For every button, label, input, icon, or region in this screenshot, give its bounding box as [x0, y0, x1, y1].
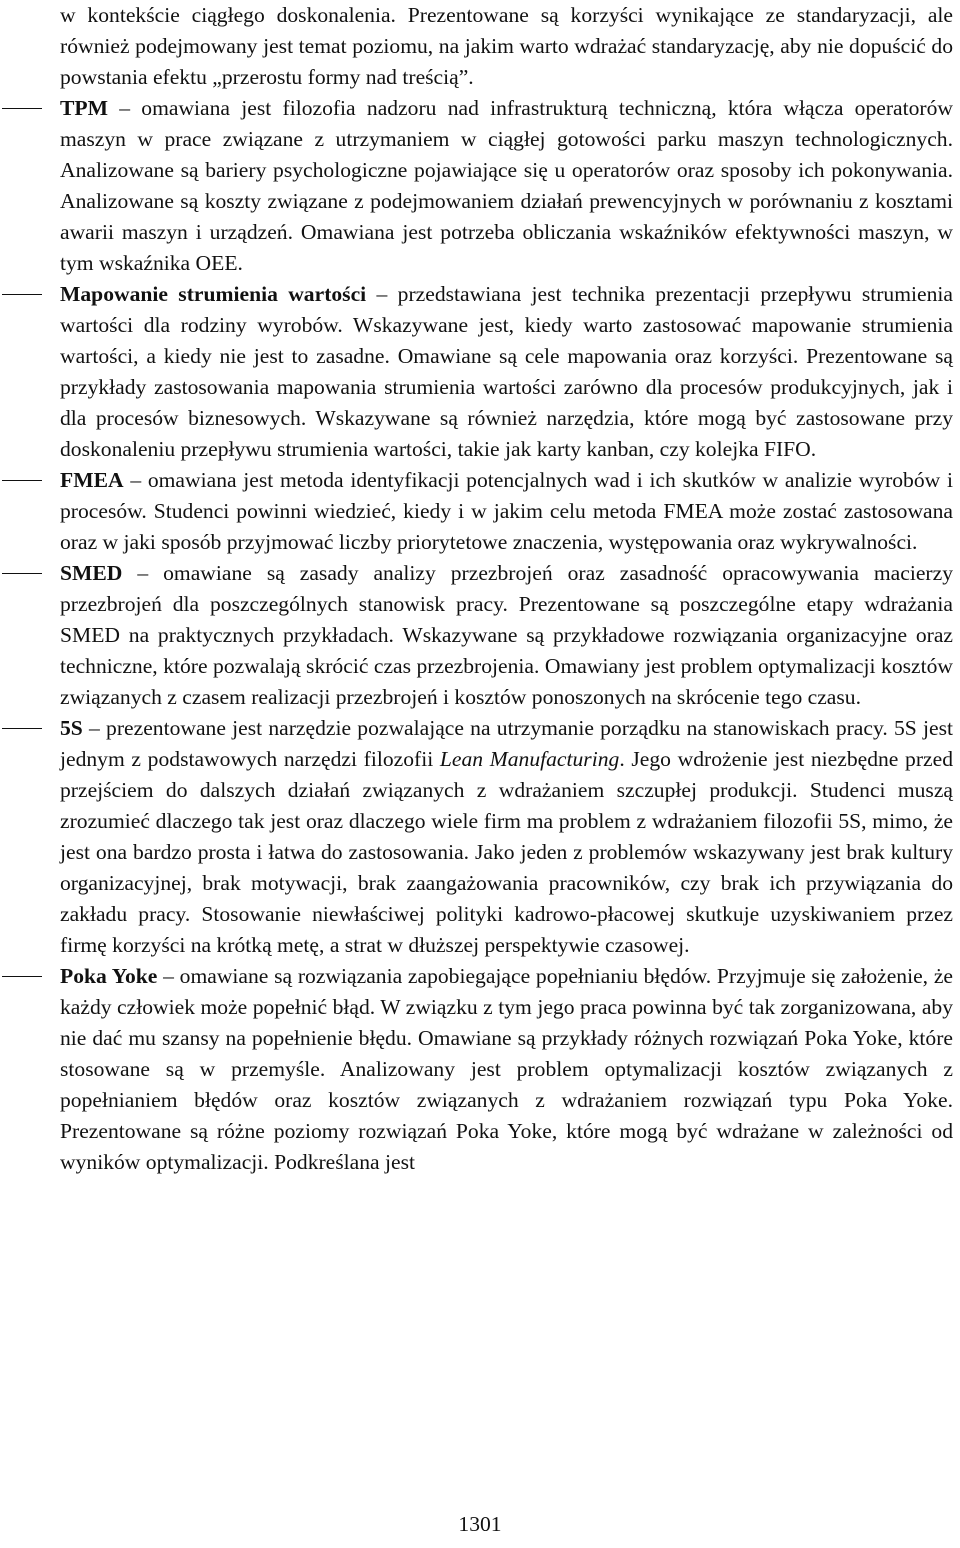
intro-paragraph: w kontekście ciągłego doskonalenia. Prezentowane są korzyści wynikające ze standaryzacji, ale również podejmowany jest temat poziomu, na jakim warto wdrażać standaryzację, aby nie dopuścić do powstania efektu „przerostu formy nad treścią”.	[60, 3, 953, 89]
item-separator: –	[376, 282, 388, 306]
list-item-smed	[60, 558, 953, 713]
item-term: 5S	[60, 716, 83, 740]
item-text: omawiana jest filozofia nadzoru nad infrastrukturą techniczną, która włącza operatorów maszyn w prace związane z utrzymaniem w ciągłej gotowości parku maszyn technologicznych. Analizowane są bariery psychologiczne pojawiające się u operatorów oraz sposoby ich pokonywania. Analizowane są koszty związane z podejmowaniem działań prewencyjnych w porównaniu z kosztami awarii maszyn i urządzeń. Omawiana jest potrzeba obliczania wskaźników efektywności maszyn, w tym wskaźnika OEE.	[60, 96, 953, 275]
item-italic-term: Lean Manufacturing	[439, 747, 620, 771]
list-item-5s	[60, 713, 953, 961]
dash-bullet	[2, 294, 42, 295]
item-term: FMEA	[60, 468, 124, 492]
list-item-poka-yoke	[60, 961, 953, 1178]
page-number: 1301	[458, 1512, 502, 1536]
item-term: Poka Yoke	[60, 964, 158, 988]
list-item-mapowanie	[60, 279, 953, 465]
dash-bullet	[2, 480, 42, 481]
dash-bullet	[2, 108, 42, 109]
item-term: SMED	[60, 561, 123, 585]
dash-bullet	[2, 573, 42, 574]
item-separator: –	[89, 716, 100, 740]
list-item-tpm	[60, 93, 953, 279]
list-item-fmea	[60, 465, 953, 558]
item-text: omawiane są rozwiązania zapobiegające popełnianiu błędów. Przyjmuje się założenie, że każdy człowiek może popełnić błąd. W związku z tym jego praca powinna być tak zorganizowana, aby nie dać mu szansy na popełnienie błędu. Omawiane są przykłady różnych rozwiązań Poka Yoke, które stosowane są w przemyśle. Analizowany jest problem optymalizacji kosztów związanych z popełnianiem błędów oraz kosztów związanych z wdrażaniem rozwiązań typu Poka Yoke. Prezentowane są różne poziomy rozwiązań Poka Yoke, które mogą być wdrażane w zależności od wyników optymalizacji. Podkreślana jest	[60, 964, 953, 1174]
item-separator: –	[163, 964, 174, 988]
item-term: TPM	[60, 96, 108, 120]
dash-bullet	[2, 976, 42, 977]
item-separator: –	[119, 96, 131, 120]
item-term: Mapowanie strumienia wartości	[60, 282, 367, 306]
item-text: przedstawiana jest technika prezentacji przepływu strumienia wartości dla rodziny wyrobów. Wskazywane jest, kiedy warto zastosować mapowanie strumienia wartości, a kiedy nie jest to zasadne. Omawiane są cele mapowania oraz korzyści. Prezentowane są przykłady zastosowania mapowania strumienia wartości zarówno dla procesów produkcyjnych, jak i dla procesów biznesowych. Wskazywane są również narzędzia, które mogą być zastosowane przy doskonaleniu przepływu strumienia wartości, takie jak karty kanban, czy kolejka FIFO.	[60, 282, 953, 461]
item-separator: –	[137, 561, 149, 585]
item-separator: –	[130, 468, 142, 492]
item-text: omawiana jest metoda identyfikacji potencjalnych wad i ich skutków w analizie wyrobów i procesów. Studenci powinni wiedzieć, kiedy i w jakim celu metoda FMEA może zostać zastosowana oraz w jaki sposób przyjmować liczby priorytetowe znaczenia, występowania oraz wykrywalności.	[60, 468, 953, 554]
item-text: prezentowane jest narzędzie pozwalające na utrzymanie porządku na stanowiskach pracy. 5S jest jednym z podstawowych narzędzi filozofii	[60, 716, 953, 771]
dash-bullet	[2, 728, 42, 729]
document-body	[60, 0, 953, 1178]
item-text: omawiane są zasady analizy przezbrojeń oraz zasadność opracowywania macierzy przezbrojeń dla poszczególnych stanowisk pracy. Prezentowane są poszczególne etapy wdrażania SMED na praktycznych przykładach. Wskazywane są przykładowe rozwiązania organizacyjne oraz techniczne, które pozwalają skrócić czas przezbrojenia. Omawiany jest problem optymalizacji kosztów związanych z czasem realizacji przezbrojeń i kosztów ponoszonych na skrócenie tego czasu.	[60, 561, 954, 709]
item-text-continued: . Jego wdrożenie jest niezbędne przed przejściem do dalszych działań związanych z wdrażaniem szczupłej produkcji. Studenci muszą zrozumieć dlaczego tak jest oraz dlaczego wiele firm ma problem z wdrażaniem filozofii 5S, mimo, że jest ona bardzo prosta i łatwa do zastosowania. Jako jeden z problemów wskazywany jest brak kultury organizacyjnej, brak motywacji, brak zaangażowania pracowników, czy brak ich przywiązania do zakładu pracy. Stosowanie niewłaściwej polityki kadrowo-płacowej skutkuje uzyskiwaniem przez firmę korzyści na krótką metę, a strat w dłuższej perspektywie czasowej.	[60, 747, 953, 957]
